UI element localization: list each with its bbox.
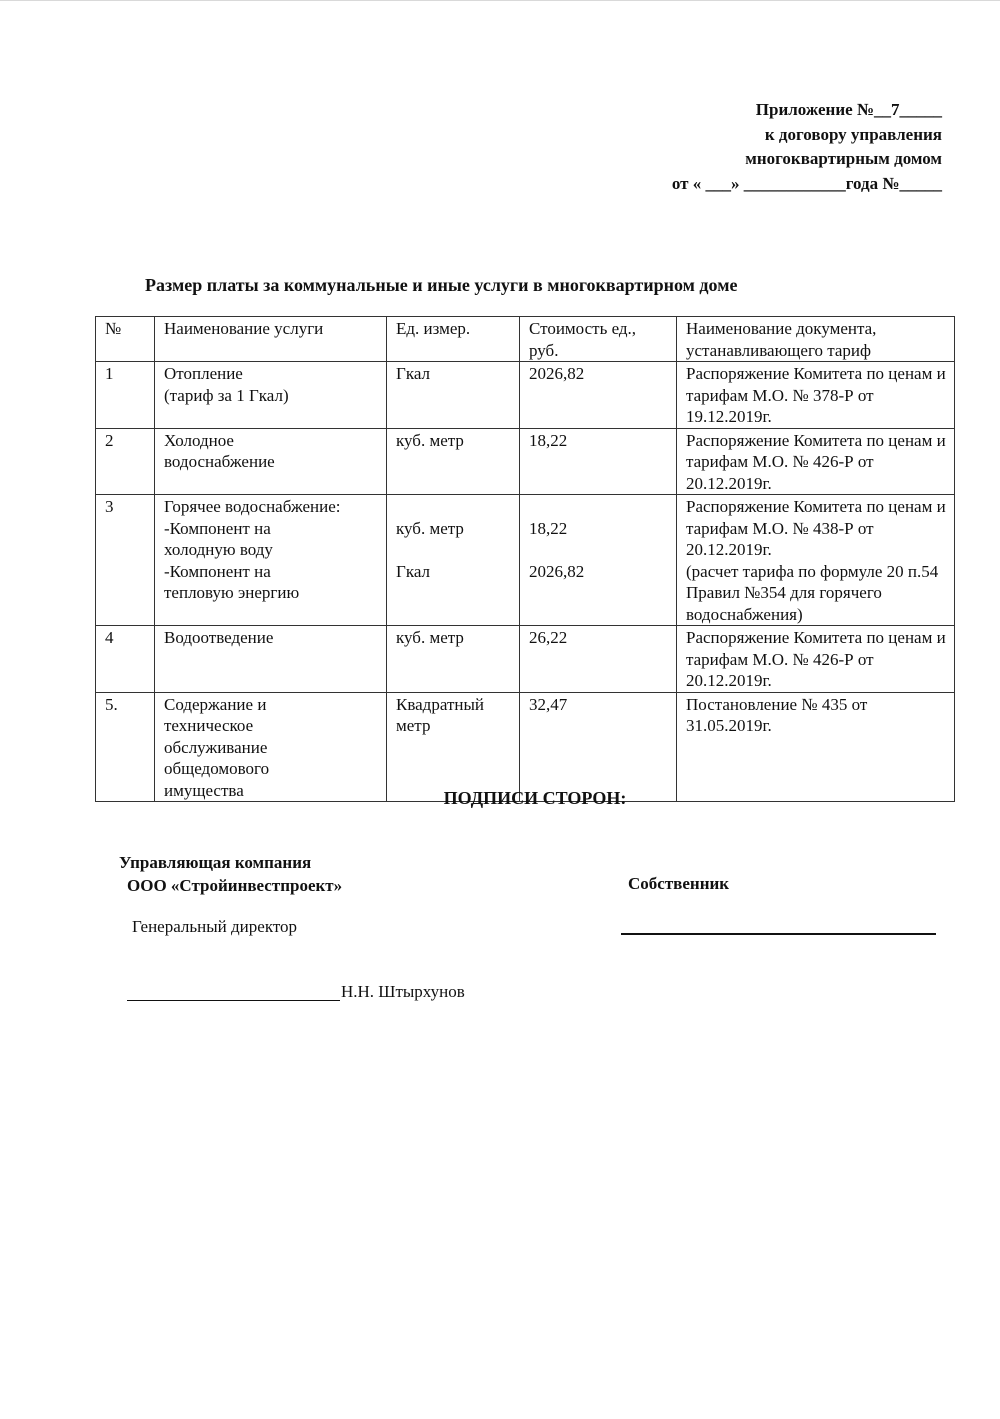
row-document: Распоряжение Комитета по ценам и тарифам М.О. № 426-Р от 20.12.2019г. xyxy=(677,428,955,495)
row-unit: Гкал xyxy=(387,362,520,429)
row-num: 2 xyxy=(96,428,155,495)
row-cost: 18,22 2026,82 xyxy=(520,495,677,626)
row-num: 5. xyxy=(96,692,155,802)
management-company-name: ООО «Стройинвестпроект» xyxy=(127,875,343,895)
header-document: Наименование документа, устанавливающего тариф xyxy=(677,317,955,362)
table-row xyxy=(96,626,955,693)
management-company xyxy=(119,852,342,897)
management-company-label: Управляющая компания xyxy=(119,853,312,872)
director-title: Генеральный директор xyxy=(132,917,298,936)
row-num: 3 xyxy=(96,495,155,626)
row-document: Распоряжение Комитета по ценам и тарифам М.О. № 426-Р от 20.12.2019г. xyxy=(677,626,955,693)
row-num: 1 xyxy=(96,362,155,429)
row-unit: куб. метр xyxy=(387,428,520,495)
appendix-contract-ref: к договору управления xyxy=(764,124,942,144)
row-unit: куб. метр Гкал xyxy=(387,495,520,626)
appendix-contract-type: многоквартирным домом xyxy=(745,149,942,168)
row-service: Содержание и техническое обслуживание общедомового имущества xyxy=(155,692,387,802)
row-service: Холодное водоснабжение xyxy=(155,428,387,495)
document-title: Размер платы за коммунальные и иные услуги в многоквартирном доме xyxy=(145,275,738,295)
header-num: № xyxy=(96,317,155,362)
row-cost: 32,47 xyxy=(520,692,677,802)
table-row xyxy=(96,362,955,429)
appendix-number: Приложение №__7_____ xyxy=(755,100,942,119)
row-document: Распоряжение Комитета по ценам и тарифам М.О. № 438-Р от 20.12.2019г. (расчет тарифа по формуле 20 п.54 Правил №354 для горячего водоснабжения) xyxy=(677,495,955,626)
row-num: 4 xyxy=(96,626,155,693)
director-name: Н.Н. Штырхунов xyxy=(341,982,465,1001)
row-service: Горячее водоснабжение: -Компонент на холодную воду -Компонент на тепловую энергию xyxy=(155,495,387,626)
row-cost: 26,22 xyxy=(520,626,677,693)
row-unit: Квадратный метр xyxy=(387,692,520,802)
table-header-row xyxy=(96,317,955,362)
owner-label: Собственник xyxy=(628,874,730,893)
table-row xyxy=(96,495,955,626)
header-cost: Стоимость ед., руб. xyxy=(520,317,677,362)
header-unit: Ед. измер. xyxy=(387,317,520,362)
row-document: Распоряжение Комитета по ценам и тарифам М.О. № 378-Р от 19.12.2019г. xyxy=(677,362,955,429)
director-signature-line xyxy=(127,1000,340,1001)
page-edge xyxy=(0,0,1000,1)
table-row xyxy=(96,692,955,802)
row-cost: 18,22 xyxy=(520,428,677,495)
row-document: Постановление № 435 от 31.05.2019г. xyxy=(677,692,955,802)
header-service: Наименование услуги xyxy=(155,317,387,362)
tariff-table xyxy=(95,316,955,802)
row-unit: куб. метр xyxy=(387,626,520,693)
row-service: Отопление (тариф за 1 Гкал) xyxy=(155,362,387,429)
row-cost: 2026,82 xyxy=(520,362,677,429)
appendix-contract-date: от « ___» ____________года №_____ xyxy=(671,173,942,193)
signatures-title: ПОДПИСИ СТОРОН: xyxy=(443,788,627,808)
owner-signature-line xyxy=(621,933,936,935)
row-service: Водоотведение xyxy=(155,626,387,693)
table-row xyxy=(96,428,955,495)
appendix-header xyxy=(672,98,942,196)
